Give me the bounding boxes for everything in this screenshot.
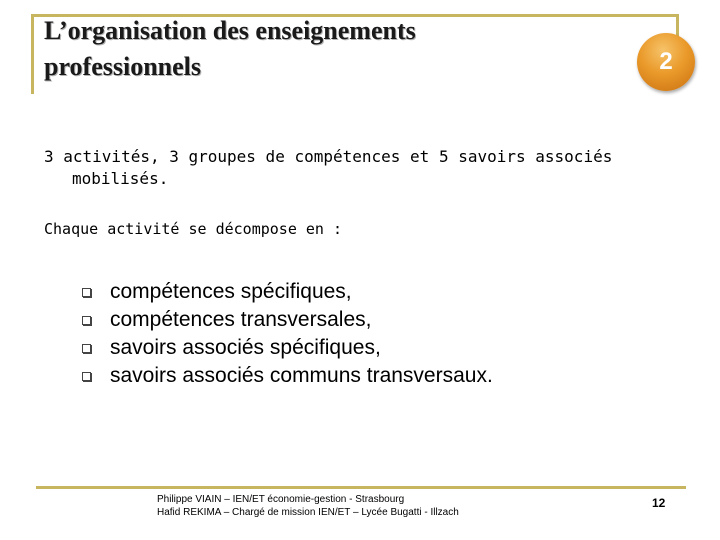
footer-credit-line-1: Philippe VIAIN – IEN/ET économie-gestion - Strasbourg bbox=[157, 494, 405, 505]
page-number: 12 bbox=[652, 496, 666, 510]
list-item bbox=[82, 306, 493, 334]
list-item bbox=[82, 362, 493, 390]
bullet-list bbox=[82, 278, 493, 390]
bullet-text: compétences spécifiques, bbox=[110, 280, 352, 303]
intro-paragraph: 3 activités, 3 groupes de compétences et 5 savoirs associés mobilisés. bbox=[44, 147, 613, 188]
section-number: 2 bbox=[659, 48, 673, 75]
bullet-text: compétences transversales, bbox=[110, 308, 372, 331]
slide-title: L’organisation des enseignements professionnels bbox=[44, 16, 416, 81]
footer-credit-line-2: Hafid REKIMA – Chargé de mission IEN/ET – Lycée Bugatti - Illzach bbox=[157, 507, 459, 518]
footer-credits bbox=[157, 493, 459, 519]
list-item bbox=[82, 278, 493, 306]
footer-divider bbox=[36, 486, 686, 489]
checkbox-bullet-icon bbox=[82, 372, 91, 381]
bullet-text: savoirs associés spécifiques, bbox=[110, 336, 381, 359]
bullet-text: savoirs associés communs transversaux. bbox=[110, 364, 493, 387]
lead-paragraph: Chaque activité se décompose en : bbox=[44, 220, 343, 238]
checkbox-bullet-icon bbox=[82, 316, 91, 325]
checkbox-bullet-icon bbox=[82, 344, 91, 353]
list-item bbox=[82, 334, 493, 362]
checkbox-bullet-icon bbox=[82, 288, 91, 297]
section-number-badge bbox=[637, 33, 695, 91]
